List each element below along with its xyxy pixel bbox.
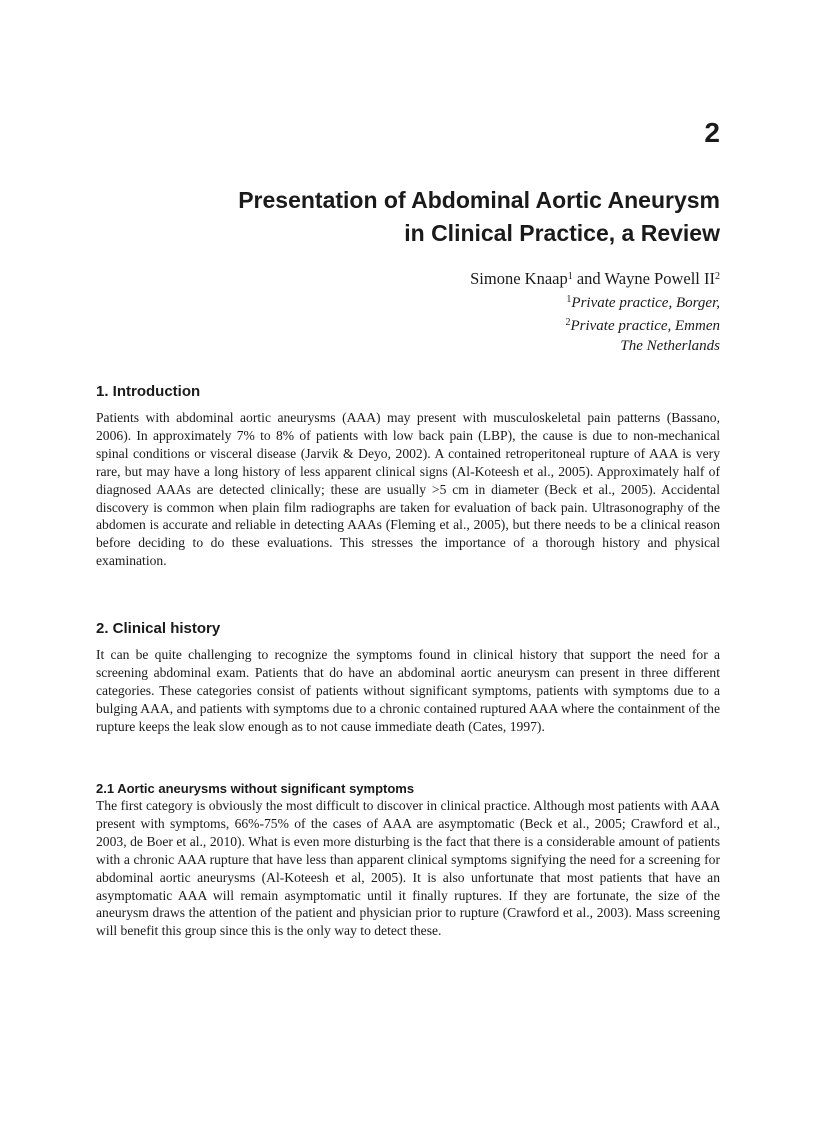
- author-name-1: Simone Knaap: [470, 269, 568, 288]
- author-1-superscript: 1: [567, 271, 573, 282]
- affiliation-line-1: [470, 290, 720, 313]
- affiliation-line-2: [470, 313, 720, 336]
- chapter-title: [96, 184, 720, 250]
- affiliation-2-text: Private practice, Emmen: [570, 318, 720, 334]
- author-joiner: and: [572, 269, 605, 288]
- subsection-heading-without-symptoms: 2.1 Aortic aneurysms without significant symptoms: [96, 781, 415, 796]
- affiliation-1-text: Private practice, Borger,: [571, 295, 720, 311]
- paragraph-without-symptoms: The first category is obviously the most difficult to discover in clinical practice. Although most patients with AAA present with symptoms, 66%-75% of the cases of AAA are asymptomatic (Beck et al., 2005; Crawford et al., 2003, de Boer et al., 2010). What is even more disturbing is the fact that there is a considerable amount of patients with a chronic AAA rupture that have less than apparent clinical symptoms signifying the need for a screening for abdominal aortic aneurysms (Al-Koteesh et al, 2005). It is also unfortunate that most patients that have an asymptomatic AAA will remain asymptomatic until it finally ruptures. If they are fortunate, the size of the aneurysm draws the attention of the patient and physician prior to rupture (Crawford et al., 2003). Mass screening will benefit this group since this is the only way to detect these.: [96, 798, 720, 939]
- author-line: [470, 266, 720, 290]
- author-name-2: Wayne Powell II: [604, 269, 715, 288]
- affiliation-3-text: The Netherlands: [620, 338, 720, 354]
- section-introduction: [96, 382, 720, 570]
- section-clinical-history: [96, 619, 720, 736]
- paragraph-clinical-history: It can be quite challenging to recognize the symptoms found in clinical history that support the need for a screening abdominal exam. Patients that do have an abdominal aortic aneurysm can present in three different categories. These categories consist of patients without significant symptoms, patients with symptoms due to a bulging AAA, and patients with symptoms due to a chronic contained ruptured AAA where the containment of the rupture keeps the leak slow enough as to not cause immediate death (Cates, 1997).: [96, 647, 720, 734]
- affiliation-2-superscript: 2: [565, 317, 571, 328]
- chapter-number: 2: [704, 117, 720, 148]
- author-block: [470, 266, 720, 356]
- affiliation-1-superscript: 1: [566, 294, 572, 305]
- section-without-symptoms: [96, 780, 720, 940]
- section-heading-introduction: 1. Introduction: [96, 383, 201, 400]
- chapter-title-line-1: Presentation of Abdominal Aortic Aneurysm: [238, 187, 720, 213]
- paragraph-introduction: Patients with abdominal aortic aneurysms (AAA) may present with musculoskeletal pain patterns (Bassano, 2006). In approximately 7% to 8% of patients with low back pain (LBP), the cause is due to non-mechanical spinal conditions or visceral disease (Jarvik & Deyo, 2002). A contained retroperitoneal rupture of AAA is very rare, but may have a long history of less apparent clinical signs (Al-Koteesh et al., 2005). Approximately half of diagnosed AAAs are detected clinically; these are usually >5 cm in diameter (Beck et al., 2005). Accidental discovery is common when plain film radiographs are taken for evaluation of back pain. Ultrasonography of the abdomen is accurate and reliable in detecting AAAs (Fleming et al., 2005), but there needs to be a clinical reason before deciding to do these evaluations. This stresses the importance of a thorough history and physical examination.: [96, 410, 720, 569]
- section-heading-clinical-history: 2. Clinical history: [96, 620, 221, 637]
- chapter-title-line-2: in Clinical Practice, a Review: [404, 220, 720, 246]
- author-2-superscript: 2: [715, 271, 720, 282]
- affiliation-line-3: [470, 336, 720, 356]
